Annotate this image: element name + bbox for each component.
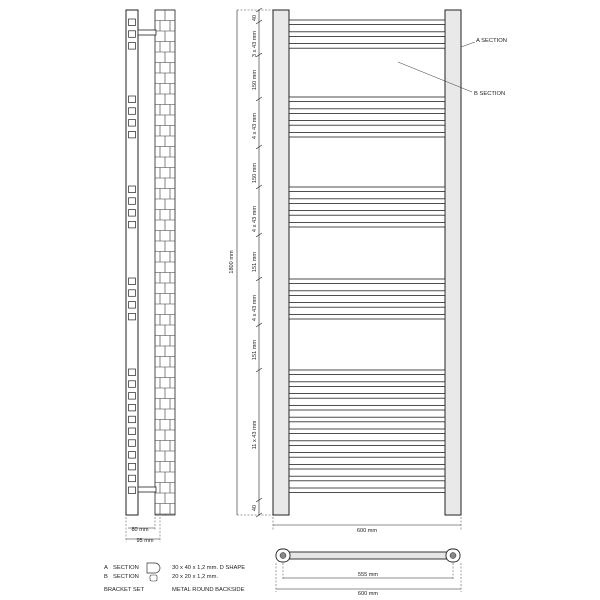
dim-gap-2: 150 mm — [252, 162, 258, 184]
tube-end-square — [129, 313, 136, 320]
horizontal-tube — [289, 464, 445, 469]
tube-end-square — [129, 210, 136, 217]
horizontal-tube — [289, 394, 445, 399]
d-shape-section-icon — [147, 563, 160, 573]
tube-end-square — [129, 131, 136, 138]
side-view-rail — [126, 10, 138, 515]
horizontal-tube — [289, 453, 445, 458]
horizontal-tube — [289, 488, 445, 493]
legend-b-letter: B — [104, 574, 108, 580]
legend-a-letter: A — [104, 565, 108, 571]
horizontal-tube — [289, 187, 445, 192]
horizontal-tube — [289, 370, 445, 375]
dim-gap-3: 151 mm — [252, 251, 258, 273]
tube-end-square — [129, 278, 136, 285]
horizontal-tube — [289, 429, 445, 434]
tube-end-square — [129, 290, 136, 297]
outer-width-label: 600 mm — [357, 591, 379, 597]
horizontal-tube — [289, 32, 445, 37]
legend — [104, 563, 245, 593]
legend-b-name: SECTION — [113, 574, 139, 580]
horizontal-tube — [289, 211, 445, 216]
dim-group-5: 11 x 43 mm — [252, 420, 258, 450]
horizontal-tube — [289, 222, 445, 227]
top-view — [276, 549, 461, 597]
tube-end-square — [129, 31, 136, 38]
right-vertical-rail — [445, 10, 461, 515]
horizontal-tube — [289, 199, 445, 204]
horizontal-tube — [289, 121, 445, 126]
horizontal-tube — [289, 291, 445, 296]
tube-end-square — [129, 428, 136, 435]
legend-a-name: SECTION — [113, 565, 139, 571]
tube-end-square — [129, 487, 136, 494]
horizontal-tube — [289, 132, 445, 137]
overall-width-label: 600 mm — [356, 528, 378, 534]
tube-end-square — [129, 463, 136, 470]
horizontal-tubes — [289, 20, 445, 493]
b-section-callout: B SECTION — [474, 91, 506, 97]
horizontal-tube — [289, 382, 445, 387]
side-view — [126, 10, 175, 544]
tube-end-square — [129, 108, 136, 115]
horizontal-tube — [289, 405, 445, 410]
horizontal-tube — [289, 44, 445, 49]
horizontal-tube — [289, 441, 445, 446]
legend-a-spec: 30 x 40 x 1,2 mm. D SHAPE — [172, 565, 246, 571]
tube-end-square — [129, 221, 136, 228]
tube-end-square — [129, 440, 136, 447]
legend-bracket-name: BRACKET SET — [104, 587, 145, 593]
dim-bottom-offset: 40 — [252, 504, 258, 512]
bottom-bracket — [138, 487, 156, 492]
tube-end-square — [129, 369, 136, 376]
tube-end-square — [129, 120, 136, 127]
dim-gap-4: 151 mm — [252, 339, 258, 361]
tube-end-square — [129, 43, 136, 50]
dim-group-2: 4 x 43 mm — [252, 112, 258, 140]
depth-95-label: 95 mm — [136, 538, 154, 544]
tube-end-square — [129, 393, 136, 400]
tube-end-square — [129, 381, 136, 388]
tube-end-square — [129, 19, 136, 26]
dim-group-3: 4 x 43 mm — [252, 205, 258, 233]
horizontal-tube — [289, 417, 445, 422]
tube-end-square — [129, 452, 136, 459]
horizontal-tube — [289, 109, 445, 114]
top-view-tube — [283, 552, 455, 559]
square-section-icon — [150, 575, 157, 581]
horizontal-tube — [289, 476, 445, 481]
tube-end-square — [129, 475, 136, 482]
tube-end-square — [129, 198, 136, 205]
overall-height-label: 1800 mm — [229, 250, 235, 274]
a-section-callout: A SECTION — [476, 38, 507, 44]
dim-top-offset: 40 — [252, 14, 258, 22]
tube-end-square — [129, 96, 136, 103]
top-bracket — [138, 30, 156, 35]
inner-width-label: 555 mm — [357, 572, 379, 578]
dim-group-4: 4 x 43 mm — [252, 294, 258, 322]
tube-end-square — [129, 186, 136, 193]
tube-end-square — [129, 416, 136, 423]
tube-end-square — [129, 302, 136, 309]
legend-b-spec: 20 x 20 x 1,2 mm. — [172, 574, 219, 580]
horizontal-tube — [289, 20, 445, 25]
horizontal-tube — [289, 314, 445, 319]
tube-end-square — [129, 404, 136, 411]
horizontal-tube — [289, 279, 445, 284]
left-vertical-rail — [273, 10, 289, 515]
legend-bracket-spec: METAL ROUND BACKSIDE — [172, 587, 245, 593]
depth-80-label: 80 mm — [131, 527, 149, 533]
horizontal-tube — [289, 97, 445, 102]
dim-group-1: 3 x 43 mm — [252, 30, 258, 58]
front-view — [229, 8, 507, 534]
horizontal-tube — [289, 303, 445, 308]
dim-gap-1: 150 mm — [252, 69, 258, 91]
